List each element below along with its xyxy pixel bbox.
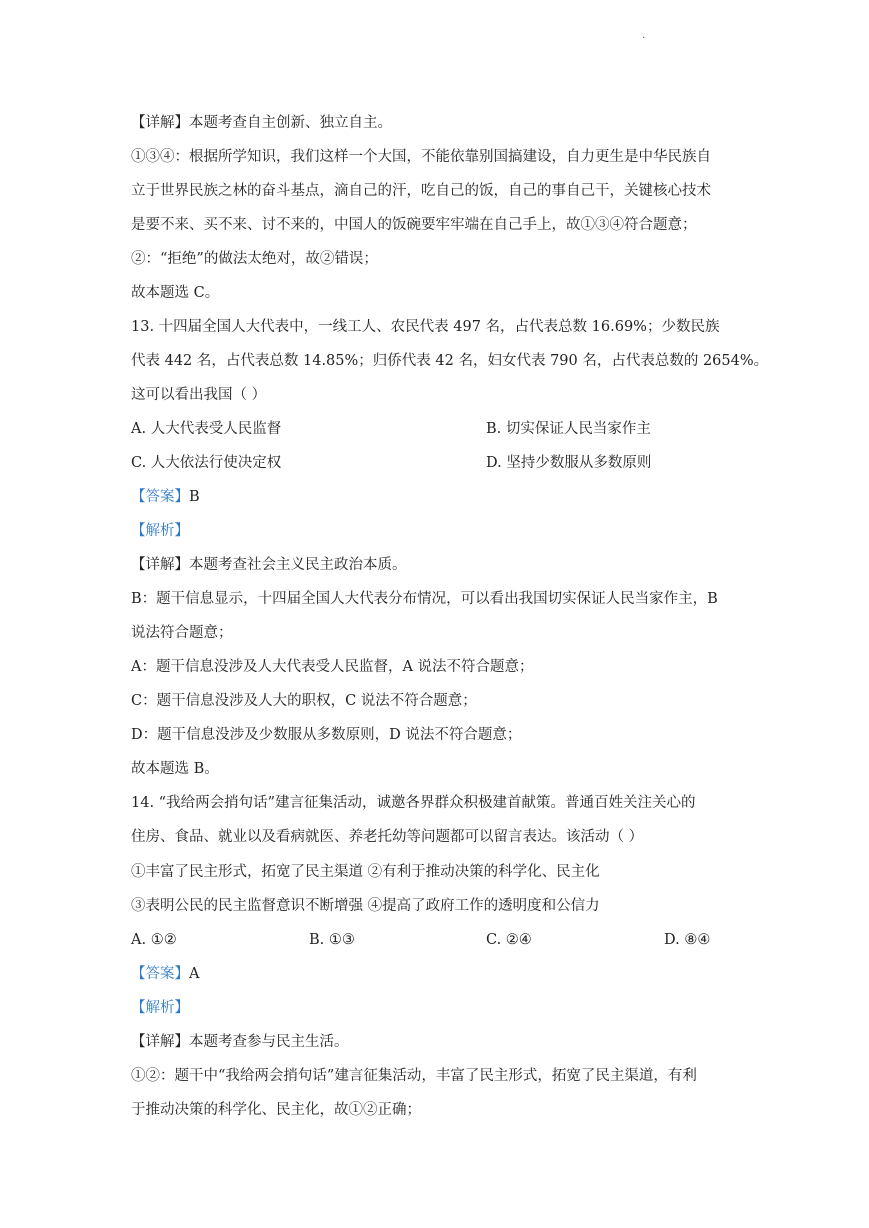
q13-option-a: A. 人大代表受人民监督	[131, 421, 282, 437]
q13-line-4: C：题干信息没涉及人大的职权，C 说法不符合题意；	[131, 693, 477, 709]
q13-line-3: A：题干信息没涉及人大代表受人民监督，A 说法不符合题意；	[131, 659, 534, 675]
q12-line-4: ②：“拒绝”的做法太绝对，故②错误；	[131, 251, 378, 267]
q12-line-5: 故本题选 C。	[131, 285, 220, 301]
q13-stem-1: 13. 十四届全国人大代表中，一线工人、农民代表 497 名，占代表总数 16.69%；少数民族	[131, 319, 720, 335]
q14-line-2: 于推动决策的科学化、民主化，故①②正确；	[131, 1102, 421, 1118]
q13-option-b: B. 切实保证人民当家作主	[486, 421, 651, 437]
q14-statement-1: ①丰富了民主形式，拓宽了民主渠道 ②有利于推动决策的科学化、民主化	[131, 864, 600, 880]
q13-line-2: 说法符合题意；	[131, 625, 233, 641]
q14-statement-2: ③表明公民的民主监督意识不断增强 ④提高了政府工作的透明度和公信力	[131, 898, 600, 914]
q14-answer	[131, 964, 199, 984]
q13-detail: 【详解】本题考查社会主义民主政治本质。	[131, 557, 407, 573]
q13-stem-2: 代表 442 名，占代表总数 14.85%；归侨代表 42 名，妇女代表 790 名，占代表总数的 2654%。	[131, 353, 769, 369]
q14-answer-label: 【答案】	[131, 966, 189, 982]
q14-stem-1: 14. “我给两会捎句话”建言征集活动，诚邀各界群众积极建首献策。普通百姓关注关心的	[131, 795, 696, 811]
q14-line-1: ①②：题干中“我给两会捎句话”建言征集活动，丰富了民主形式，拓宽了民主渠道，有利	[131, 1068, 697, 1084]
q13-answer-value: B	[189, 489, 200, 505]
q14-option-d: D. ⑧④	[664, 932, 711, 948]
header-mark: .	[642, 30, 646, 41]
q14-stem-2: 住房、食品、就业以及看病就医、养老托幼等问题都可以留言表达。该活动（ ）	[131, 829, 644, 845]
q12-line-1: ①③④：根据所学知识，我们这样一个大国，不能依靠别国搞建设，自力更生是中华民族自	[131, 149, 711, 165]
q12-line-3: 是要不来、买不来、讨不来的，中国人的饭碗要牢牢端在自己手上，故①③④符合题意；	[131, 217, 697, 233]
q13-analysis-label: 【解析】	[131, 523, 189, 539]
q13-line-6: 故本题选 B。	[131, 761, 219, 777]
q13-answer-label: 【答案】	[131, 489, 189, 505]
q13-option-d: D. 坚持少数服从多数原则	[486, 455, 652, 471]
q13-line-5: D：题干信息没涉及少数服从多数原则，D 说法不符合题意；	[131, 727, 522, 743]
q13-answer	[131, 487, 200, 507]
q14-option-c: C. ②④	[486, 932, 532, 948]
q14-analysis-label: 【解析】	[131, 1000, 189, 1016]
q12-detail: 【详解】本题考查自主创新、独立自主。	[131, 115, 392, 131]
q13-option-c: C. 人大依法行使决定权	[131, 455, 282, 471]
q14-answer-value: A	[189, 966, 200, 982]
q13-stem-3: 这可以看出我国（ ）	[131, 387, 267, 403]
q14-option-b: B. ①③	[309, 932, 355, 948]
q13-line-1: B：题干信息显示，十四届全国人大代表分布情况，可以看出我国切实保证人民当家作主，B	[131, 591, 718, 607]
q14-option-a: A. ①②	[131, 932, 177, 948]
q14-detail: 【详解】本题考查参与民主生活。	[131, 1034, 349, 1050]
q12-line-2: 立于世界民族之林的奋斗基点，滴自己的汗，吃自己的饭，自己的事自己干，关键核心技术	[131, 183, 711, 199]
